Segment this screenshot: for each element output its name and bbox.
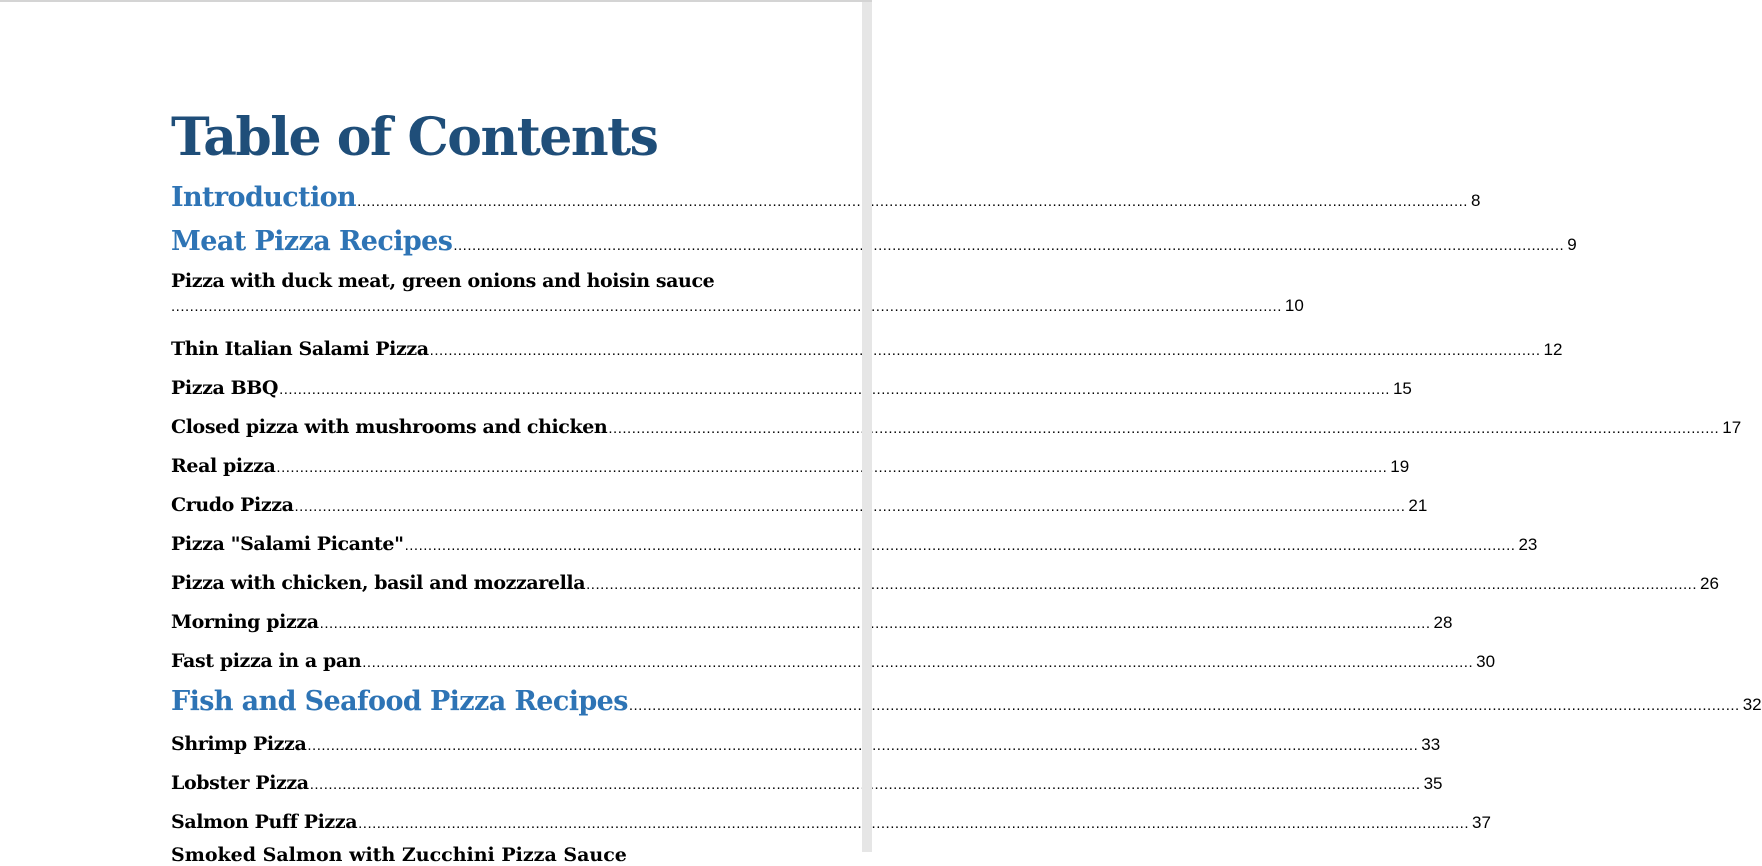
toc-leader xyxy=(586,576,1697,593)
toc-page-number: 37 xyxy=(1472,813,1491,832)
toc-page-number: 17 xyxy=(1722,418,1742,437)
toc-page-number: 33 xyxy=(1421,735,1441,754)
toc-entry-label: Pizza with duck meat, green onions and hoisin sauce xyxy=(171,270,715,292)
toc-leader xyxy=(276,459,1387,476)
toc-entry-introduction[interactable] xyxy=(171,182,1481,213)
toc-leader xyxy=(358,815,1469,832)
toc-page-number: 32 xyxy=(1742,695,1762,714)
toc-entry-fast-pizza-in-a-pan[interactable] xyxy=(171,650,1496,672)
toc-page-number: 23 xyxy=(1518,535,1538,554)
toc-entry-meat-pizza-recipes[interactable] xyxy=(171,226,1577,257)
toc-page-number: 26 xyxy=(1700,574,1719,593)
document-page xyxy=(0,2,1762,866)
toc-entry-label: Salmon Puff Pizza xyxy=(171,811,358,833)
toc-leader xyxy=(608,420,1719,437)
toc-entry-crudo-pizza[interactable] xyxy=(171,494,1428,516)
toc-entry-label: Lobster Pizza xyxy=(171,772,309,794)
toc-entry-label: Pizza "Salami Picante" xyxy=(171,533,404,555)
toc-page-number: 35 xyxy=(1423,774,1443,793)
toc-leader xyxy=(279,381,1390,398)
toc-leader xyxy=(295,498,1406,515)
toc-entry-thin-italian-salami-pizza[interactable] xyxy=(171,338,1563,360)
toc-entry-label: Crudo Pizza xyxy=(171,494,294,516)
toc-entry-pizza-bbq[interactable] xyxy=(171,377,1412,399)
toc-entry-shrimp-pizza[interactable] xyxy=(171,733,1441,755)
toc-entry-duck-pizza[interactable] xyxy=(171,270,1304,316)
toc-page-number: 21 xyxy=(1408,496,1428,515)
toc-entry-label: Introduction xyxy=(171,182,357,213)
toc-page-number: 8 xyxy=(1470,191,1481,210)
toc-entry-salami-picante[interactable] xyxy=(171,533,1538,555)
toc-entry-morning-pizza[interactable] xyxy=(171,611,1453,633)
scrollbar-track[interactable] xyxy=(862,2,872,852)
toc-leader xyxy=(405,537,1516,554)
toc-leader xyxy=(171,298,1282,315)
toc-leader xyxy=(430,342,1541,359)
toc-page-number: 28 xyxy=(1433,613,1453,632)
toc-entry-real-pizza[interactable] xyxy=(171,455,1410,477)
toc-page-number: 9 xyxy=(1567,235,1577,254)
toc-page-number: 10 xyxy=(1284,296,1304,315)
toc-entry-label: Meat Pizza Recipes xyxy=(171,226,453,257)
toc-leader xyxy=(453,237,1564,254)
toc-leader xyxy=(362,654,1473,671)
toc-entry-label: Morning pizza xyxy=(171,611,319,633)
toc-entry-label: Thin Italian Salami Pizza xyxy=(171,338,429,360)
toc-leader xyxy=(320,615,1431,632)
toc-entry-label: Pizza with chicken, basil and mozzarella xyxy=(171,572,586,594)
toc-entry-label: Shrimp Pizza xyxy=(171,733,307,755)
toc-entry-label: Pizza BBQ xyxy=(171,377,279,399)
toc-page-number: 15 xyxy=(1392,379,1412,398)
toc-leader xyxy=(357,193,1468,210)
toc-entry-closed-pizza[interactable] xyxy=(171,416,1742,438)
toc-page-number: 30 xyxy=(1476,652,1496,671)
toc-entry-label: Fish and Seafood Pizza Recipes xyxy=(171,686,628,717)
toc-page-number: 19 xyxy=(1390,457,1410,476)
toc-entry-lobster-pizza[interactable] xyxy=(171,772,1443,794)
toc-page-number: 12 xyxy=(1543,340,1563,359)
toc-entry-fish-seafood-recipes[interactable] xyxy=(171,686,1762,717)
toc-title: Table of Contents xyxy=(171,107,658,168)
toc-entry-label: Fast pizza in a pan xyxy=(171,650,362,672)
toc-entry-continuation xyxy=(171,296,1304,316)
toc-leader xyxy=(629,697,1740,714)
toc-entry-cut-off: Smoked Salmon with Zucchini Pizza Sauce xyxy=(171,844,627,866)
toc-entry-salmon-puff-pizza[interactable] xyxy=(171,811,1491,833)
toc-entry-label: Real pizza xyxy=(171,455,276,477)
toc-entry-chicken-basil-mozzarella[interactable] xyxy=(171,572,1719,594)
toc-entry-label: Closed pizza with mushrooms and chicken xyxy=(171,416,608,438)
